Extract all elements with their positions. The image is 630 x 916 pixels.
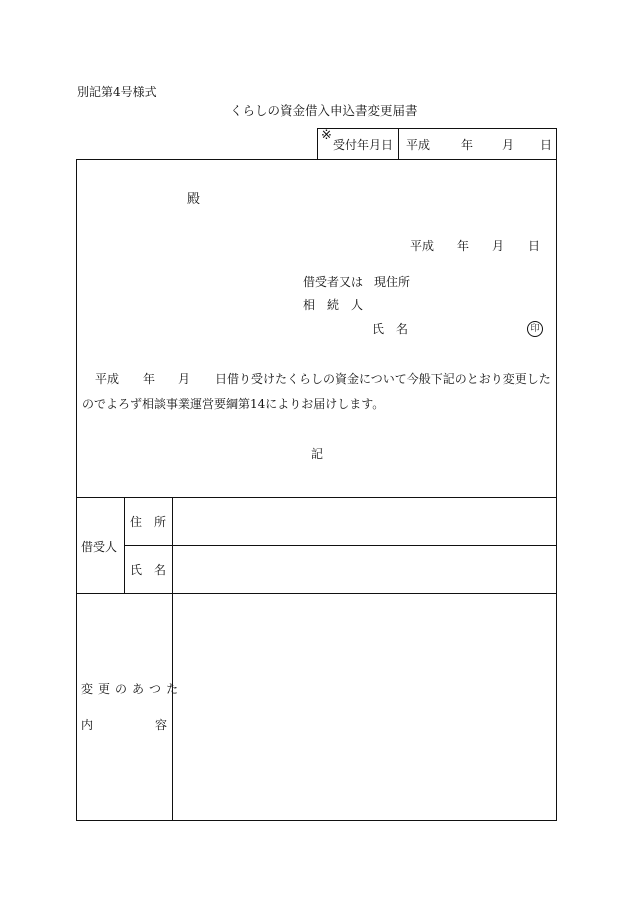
date-era: 平成	[410, 239, 435, 253]
receipt-era: 平成	[406, 138, 431, 152]
applicant-name-label: 氏 名	[372, 322, 409, 336]
change-label-line2-left: 内	[81, 718, 94, 732]
date-year: 年	[457, 239, 470, 253]
receipt-month: 月	[502, 138, 515, 152]
receipt-day: 日	[540, 138, 553, 152]
table-name-label: 氏 名	[130, 563, 167, 577]
table-col-divider-2	[172, 497, 173, 821]
date-month: 月	[492, 239, 505, 253]
applicant-address-label: 現住所	[374, 275, 411, 289]
table-mid-line	[124, 545, 557, 546]
receipt-mark: ※	[321, 128, 332, 143]
table-col-divider-1	[124, 497, 125, 593]
applicant-type-line2: 相 続 人	[303, 298, 364, 312]
receipt-year: 年	[461, 138, 474, 152]
form-title: くらしの資金借入申込書変更届書	[230, 103, 418, 118]
ki-mark: 記	[311, 447, 324, 461]
borrower-label: 借受人	[81, 540, 118, 554]
date-day: 日	[528, 239, 541, 253]
change-label-line2-right: 容	[155, 718, 168, 732]
seal-mark: 印	[527, 321, 543, 337]
addressee-suffix: 殿	[187, 192, 201, 207]
body-era: 平成	[95, 372, 120, 386]
form-number: 別記第4号様式	[77, 85, 157, 99]
receipt-label: 受付年月日	[333, 138, 394, 152]
receipt-divider	[398, 128, 399, 160]
form-frame	[76, 159, 557, 821]
table-lower-line	[76, 593, 557, 594]
body-line2: のでよろず相談事業運営要綱第14によりお届けします。	[82, 397, 385, 411]
body-year: 年	[143, 372, 156, 386]
applicant-type-line1: 借受者又は	[303, 275, 364, 289]
change-label-line1: 変 更 の あ つ た	[81, 682, 179, 696]
body-line1-rest: 日借り受けたくらしの資金について今般下記のとおり変更した	[215, 372, 551, 386]
table-address-label: 住 所	[130, 515, 167, 529]
table-top-line	[76, 497, 557, 498]
body-month: 月	[178, 372, 191, 386]
